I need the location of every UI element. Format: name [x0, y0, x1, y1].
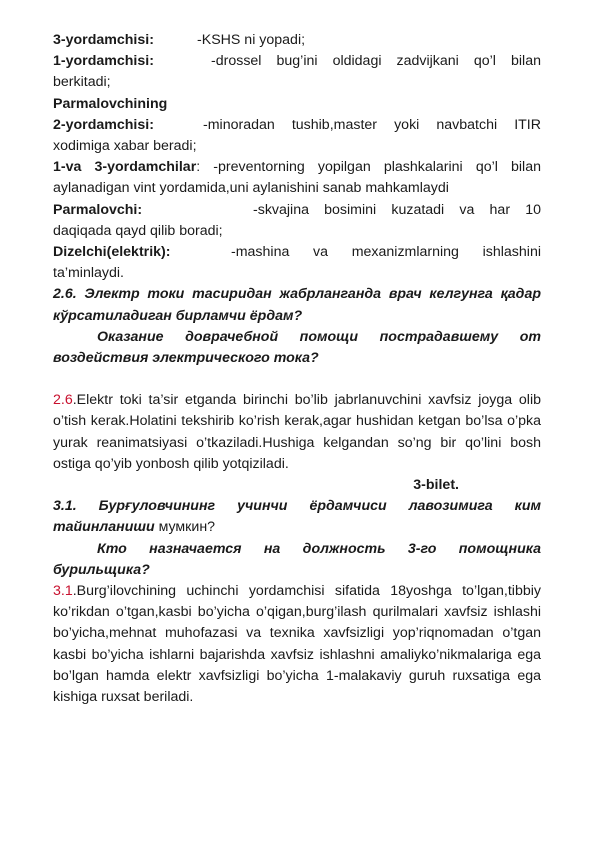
role-duty: -skvajina bosimini kuzatadi va har 10 daqiqada qayd qilib boradi; [53, 201, 541, 239]
role-label: 3-yordamchisi: [53, 32, 154, 48]
spacer [53, 369, 541, 390]
question-2-6-uz: 2.6. Электр токи тасиридан жабрланганда врач келгунга қадар кўрсатиладиган бирламчи ёрдам? [53, 286, 541, 324]
role-label: Dizelchi(elektrik): [53, 244, 171, 261]
role-duty: -drossel bug’ini oldidagi zadvijkani qo’l bilan berkitadi; [53, 53, 541, 91]
question-plain: мумкин? [154, 519, 216, 536]
role-label: 1-va 3-yordamchilar [53, 159, 197, 176]
question-3-1-ru: Кто назначается на должность 3-го помощника бурильщика? [53, 540, 541, 578]
answer-number: 3.1 [53, 583, 73, 600]
answer-3-1 [53, 581, 541, 708]
question-2-6-ru: Оказание доврачебной помощи пострадавшему от воздействия электрического тока? [53, 328, 541, 367]
document-page [53, 30, 541, 708]
line-1-yordamchisi [53, 51, 541, 93]
role-label: Parmalovchi: [53, 201, 143, 218]
question-3-1-uz [53, 496, 541, 538]
line-2-yordamchisi [53, 115, 541, 157]
question-italic: 3.1. Бурғуловчининг учинчи ёрдамчиси лавозимига ким тайинланиши [53, 498, 541, 536]
role-duty: -mashina va mexanizmlarning ishlashini ta’minlaydi. [53, 244, 541, 282]
answer-text: .Burg’ilovchining uchinchi yordamchisi sifatida 18yoshga to’lgan,tibbiy ko’rikdan o’tgan,kasbi bo’yicha o’qigan,burg’ilash qurilmalari xavfsiz ishlashi bo’yicha,mehnat muhofazasi va texnika xavfsizligi yop’riqnomadan o’tgan kasbi bo’yicha ishlarni bajarishda xavfsiz ishlashni amaliyko’nikmalariga ega bo’lgan hamda elektr xavfsizligi bo’yicha 1-malakaviy guruh ruxsatiga ega kishiga ruxsat beriladi. [53, 583, 541, 706]
line-dizelchi [53, 242, 541, 284]
bilet-heading: 3-bilet. [413, 477, 459, 494]
role-duty: -KSHS ni yopadi; [197, 32, 306, 48]
line-3-yordamchisi [53, 30, 541, 51]
role-duty: : -preventorning yopilgan plashkalarini qo’l bilan aylanadigan vint yordamida,uni aylanishini sanab mahkamlaydi [53, 159, 541, 197]
answer-2-6 [53, 390, 541, 475]
role-duty: -minoradan tushib,master yoki navbatchi ITIR xodimiga xabar beradi; [53, 116, 541, 155]
role-label: Parmalovchining [53, 95, 168, 112]
answer-text: .Elektr toki ta’sir etganda birinchi bo’lib jabrlanuvchini xavfsiz joyga olib o’tish kerak.Holatini tekshirib ko’rish kerak,agar hushidan ketgan bo’lsa o’pka yurak reanimatsiyasi o’tkaziladi.Hushiga kelgandan so’ng bir qo’lini bosh ostiga qo’yib yonbosh qilib yotqiziladi. [53, 392, 541, 472]
role-label: 2-yordamchisi: [53, 116, 154, 133]
line-parmalovchi [53, 200, 541, 242]
line-1-3-yordamchilar [53, 157, 541, 199]
role-label: 1-yordamchisi: [53, 53, 154, 70]
answer-number: 2.6 [53, 392, 73, 409]
